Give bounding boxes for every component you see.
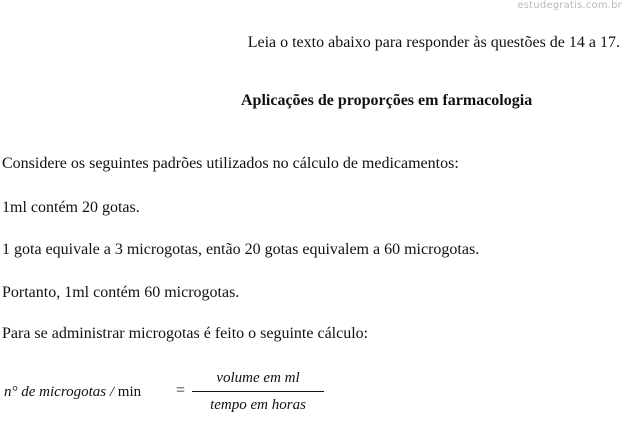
formula-numerator: volume em ml: [216, 370, 300, 386]
paragraph-4: Portanto, 1ml contém 60 microgotas.: [2, 284, 240, 301]
formula-lhs-unit: min: [117, 384, 142, 400]
intro-text: Leia o texto abaixo para responder às questões de 14 a 17.: [247, 34, 620, 51]
formula-denominator: tempo em horas: [210, 397, 306, 413]
paragraph-2: 1ml contém 20 gotas.: [2, 199, 140, 216]
watermark: estudegratis.com.br: [517, 0, 622, 11]
formula-lhs: [4, 384, 141, 401]
paragraph-1: Considere os seguintes padrões utilizados no cálculo de medicamentos:: [2, 155, 459, 172]
paragraph-3: 1 gota equivale a 3 microgotas, então 20 gotas equivalem a 60 microgotas.: [2, 241, 480, 258]
document-title: Aplicações de proporções em farmacologia: [241, 92, 533, 109]
formula-equals: =: [176, 382, 186, 399]
paragraph-5: Para se administrar microgotas é feito o seguinte cálculo:: [2, 325, 369, 342]
fraction-bar: [192, 391, 324, 392]
formula-fraction: [192, 368, 324, 415]
formula-lhs-text: n° de microgotas /: [4, 384, 115, 400]
